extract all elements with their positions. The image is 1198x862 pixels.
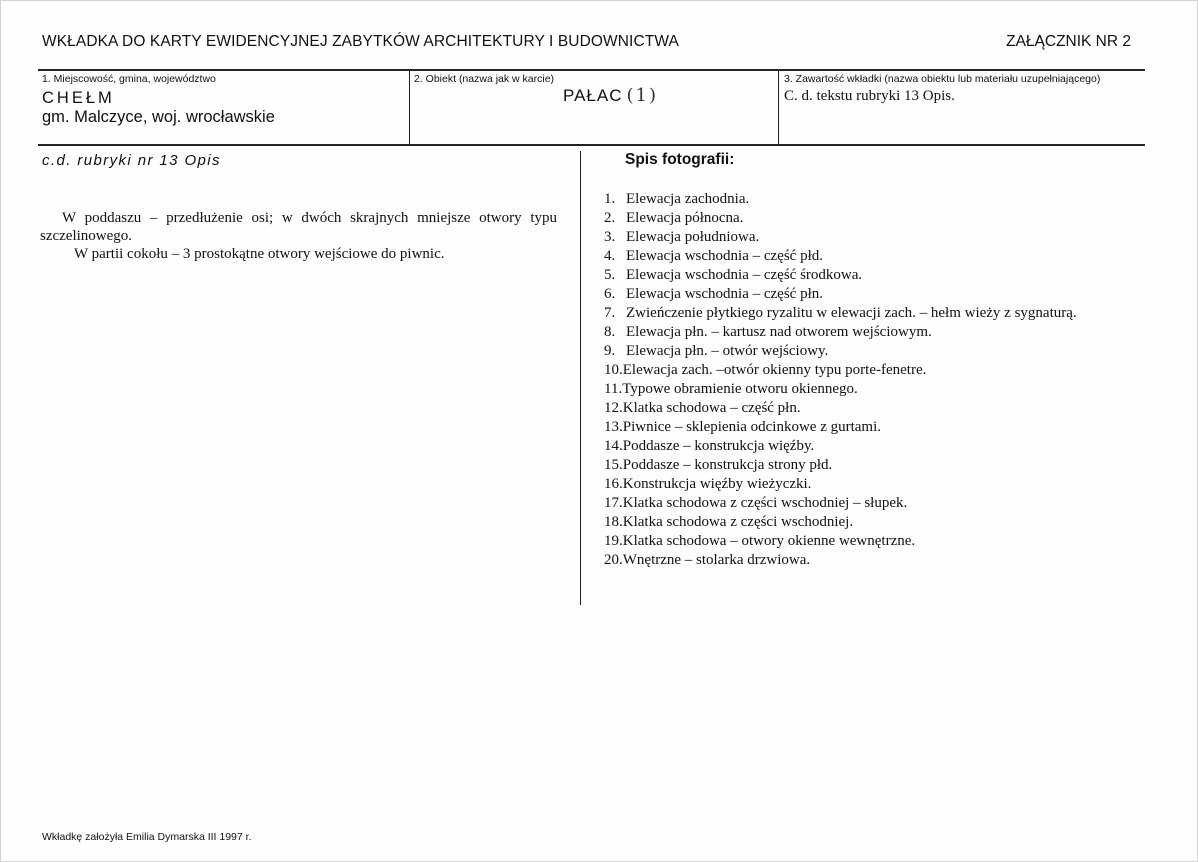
photo-number: 6.: [604, 286, 616, 302]
description-text: [40, 209, 557, 263]
header-bottom-rule: [38, 144, 1145, 146]
photo-list-item: [604, 285, 1077, 304]
object-handwritten-mark: (1): [626, 85, 658, 106]
photo-number: 14.: [604, 438, 623, 454]
photo-list-item: [604, 342, 1077, 361]
photo-caption: Elewacja zach. –otwór okienny typu porte-fenetre.: [622, 362, 927, 378]
photo-number: 3.: [604, 229, 616, 245]
photo-list-item: [604, 532, 1077, 551]
photo-number: 18.: [604, 514, 623, 530]
photo-caption: Poddasze – konstrukcja więźby.: [622, 438, 815, 454]
photo-list-item: [604, 247, 1077, 266]
photo-number: 16.: [604, 476, 623, 492]
photo-number: 19.: [604, 533, 623, 549]
photo-number: 20.: [604, 552, 623, 568]
photo-list-item: [604, 513, 1077, 532]
annex-number: ZAŁĄCZNIK NR 2: [1006, 33, 1131, 50]
body-column-divider: [580, 151, 581, 605]
content-label: 3. Zawartość wkładki (nazwa obiektu lub materiału uzupełniającego): [784, 73, 1101, 85]
continuation-heading: c.d. rubryki nr 13 Opis: [42, 152, 221, 169]
photo-number: 15.: [604, 457, 623, 473]
photo-number: 11.: [604, 381, 623, 397]
description-paragraph: W partii cokołu – 3 prostokątne otwory wejściowe do piwnic.: [74, 246, 445, 262]
photo-list-item: [604, 475, 1077, 494]
photo-list-item: [604, 399, 1077, 418]
photo-caption: Elewacja wschodnia – część środkowa.: [626, 267, 863, 283]
photo-list-item: [604, 304, 1077, 323]
location-label: 1. Miejscowość, gmina, województwo: [42, 73, 216, 85]
photo-caption: Konstrukcja więźby wieżyczki.: [622, 476, 812, 492]
photo-caption: Elewacja północna.: [626, 210, 744, 226]
photo-caption: Klatka schodowa z części wschodniej – słupek.: [622, 495, 908, 511]
photo-list-item: [604, 266, 1077, 285]
location-city: CHEŁM: [42, 89, 115, 107]
header-top-rule: [38, 69, 1145, 71]
photo-list-item: [604, 228, 1077, 247]
header-divider-2: [778, 69, 779, 145]
photo-number: 10.: [604, 362, 623, 378]
photo-list-item: [604, 494, 1077, 513]
photo-list-item: [604, 190, 1077, 209]
description-paragraph: W poddaszu – przedłużenie osi; w dwóch skrajnych mniejsze otwory typu szczelinowego.: [40, 210, 557, 244]
photo-list-item: [604, 323, 1077, 342]
photo-caption: Typowe obramienie otworu okiennego.: [622, 381, 858, 397]
photo-caption: Zwieńczenie płytkiego ryzalitu w elewacji zach. – hełm wieży z sygnaturą.: [626, 305, 1077, 321]
photo-caption: Elewacja płn. – otwór wejściowy.: [626, 343, 829, 359]
photo-number: 7.: [604, 305, 616, 321]
photo-caption: Wnętrzne – stolarka drzwiowa.: [622, 552, 811, 568]
photo-number: 9.: [604, 343, 616, 359]
photo-list-item: [604, 437, 1077, 456]
photo-number: 12.: [604, 400, 623, 416]
photo-number: 13.: [604, 419, 623, 435]
photo-number: 1.: [604, 191, 616, 207]
photo-caption: Klatka schodowa – część płn.: [622, 400, 801, 416]
photo-caption: Elewacja zachodnia.: [626, 191, 750, 207]
photo-caption: Klatka schodowa z części wschodniej.: [622, 514, 854, 530]
object-name: PAŁAC: [563, 86, 623, 105]
photo-caption: Elewacja płn. – kartusz nad otworem wejściowym.: [626, 324, 932, 340]
photo-number: 8.: [604, 324, 616, 340]
photo-caption: Klatka schodowa – otwory okienne wewnętrzne.: [622, 533, 916, 549]
photo-caption: Piwnice – sklepienia odcinkowe z gurtami.: [622, 419, 882, 435]
photo-list: [604, 190, 1077, 570]
photo-number: 5.: [604, 267, 616, 283]
header-divider-1: [409, 69, 410, 145]
content-value: C. d. tekstu rubryki 13 Opis.: [784, 88, 955, 104]
photo-number: 17.: [604, 495, 623, 511]
photo-list-item: [604, 361, 1077, 380]
photo-number: 2.: [604, 210, 616, 226]
photo-list-item: [604, 456, 1077, 475]
object-label: 2. Obiekt (nazwa jak w karcie): [414, 73, 555, 85]
photo-caption: Elewacja południowa.: [626, 229, 760, 245]
form-title: WKŁADKA DO KARTY EWIDENCYJNEJ ZABYTKÓW ARCHITEKTURY I BUDOWNICTWA: [42, 33, 679, 50]
photo-list-item: [604, 551, 1077, 570]
photo-list-item: [604, 209, 1077, 228]
location-gmina: gm. Malczyce, woj. wrocławskie: [42, 108, 275, 126]
photo-caption: Elewacja wschodnia – część płd.: [626, 248, 823, 264]
photo-caption: Poddasze – konstrukcja strony płd.: [622, 457, 833, 473]
photo-list-item: [604, 380, 1077, 399]
photo-list-heading: Spis fotografii:: [625, 151, 735, 168]
object-value: [563, 85, 658, 106]
photo-number: 4.: [604, 248, 616, 264]
author-note: Wkładkę założyła Emilia Dymarska III 1997 r.: [42, 831, 252, 843]
photo-caption: Elewacja wschodnia – część płn.: [626, 286, 823, 302]
photo-list-item: [604, 418, 1077, 437]
